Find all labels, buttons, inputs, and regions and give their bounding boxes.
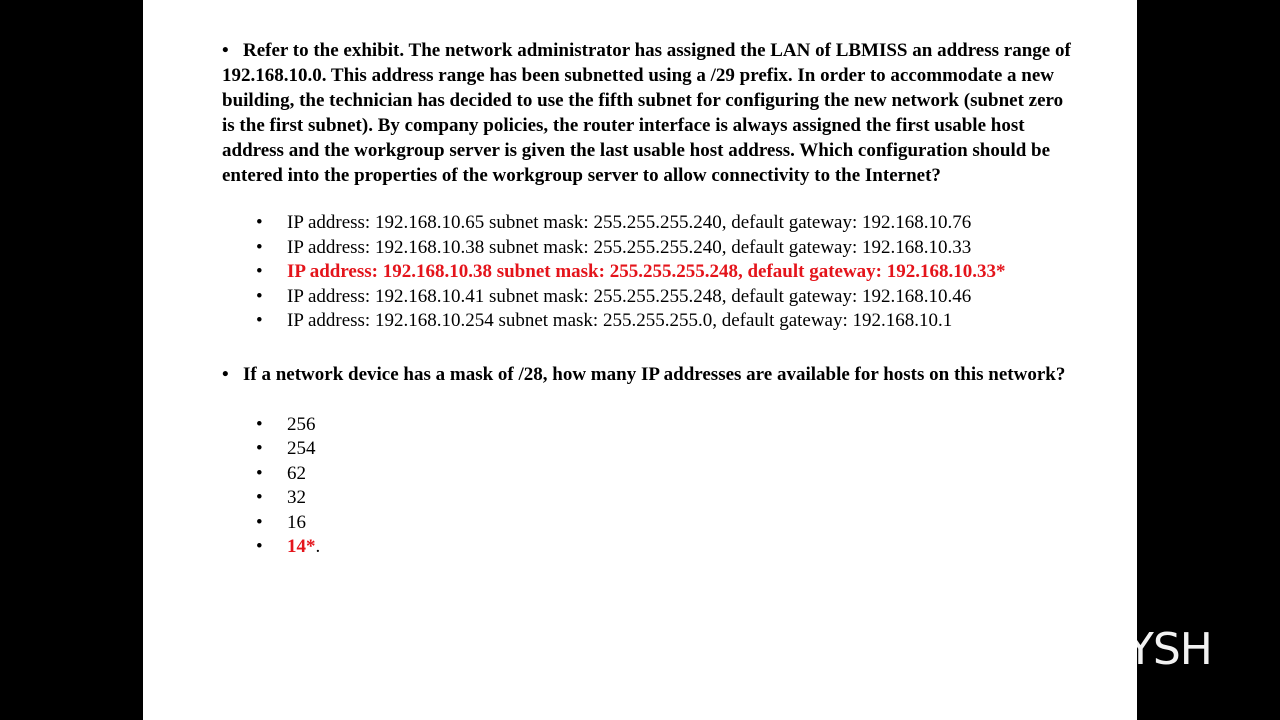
option-item xyxy=(256,236,1072,261)
option-item xyxy=(256,211,1072,236)
watermark-text: Mr.YSH xyxy=(1064,624,1212,675)
list-bullet: • xyxy=(256,236,263,258)
list-bullet: • xyxy=(256,536,263,557)
question-1 xyxy=(222,38,1072,188)
list-bullet: • xyxy=(256,511,263,533)
list-bullet: • xyxy=(256,212,263,233)
list-bullet: • xyxy=(256,310,263,331)
document-page xyxy=(143,0,1137,720)
option-text: IP address: 192.168.10.254 subnet mask: 255.255.255.0, default gateway: 192.168.10.1 xyxy=(287,310,953,331)
list-bullet: • xyxy=(256,261,263,282)
option-item xyxy=(256,413,1072,438)
correct-option-item xyxy=(256,535,1072,560)
question-bullet: • xyxy=(222,40,229,61)
option-item xyxy=(256,437,1072,462)
option-text: 16 xyxy=(287,511,306,533)
question-2 xyxy=(222,362,1072,387)
question-1-options xyxy=(256,211,1072,334)
correct-option-item xyxy=(256,260,1072,285)
option-text: 62 xyxy=(287,462,306,484)
question-2-options xyxy=(256,413,1072,560)
question-bullet: • xyxy=(222,363,229,385)
correct-option-text: IP address: 192.168.10.38 subnet mask: 255.255.255.248, default gateway: 192.168.10.33* xyxy=(287,261,1006,282)
list-bullet: • xyxy=(256,413,263,435)
list-bullet: • xyxy=(256,285,263,307)
option-item xyxy=(256,511,1072,536)
list-bullet: • xyxy=(256,462,263,484)
option-item xyxy=(256,462,1072,487)
option-text: 256 xyxy=(287,413,316,435)
option-trailing-period: . xyxy=(315,536,321,557)
document-content xyxy=(222,38,1072,560)
question-1-text: Refer to the exhibit. The network administrator has assigned the LAN of LBMISS an address range of 192.168.10.0. This address range has been subnetted using a /29 prefix. In order to accommodate a new building, the technician has decided to use the fifth subnet for configuring the new network (subnet zero is the first subnet). By company policies, the router interface is always assigned the first usable host address and the workgroup server is given the last usable host address. Which configuration should be entered into the properties of the workgroup server to allow connectivity to the Internet? xyxy=(222,40,1071,186)
option-text: 32 xyxy=(287,487,306,508)
option-item xyxy=(256,285,1072,310)
option-text: IP address: 192.168.10.38 subnet mask: 255.255.255.240, default gateway: 192.168.10.33 xyxy=(287,236,972,258)
option-item xyxy=(256,309,1072,334)
list-bullet: • xyxy=(256,438,263,459)
option-item xyxy=(256,486,1072,511)
option-text: IP address: 192.168.10.41 subnet mask: 255.255.255.248, default gateway: 192.168.10.46 xyxy=(287,285,972,307)
option-text: IP address: 192.168.10.65 subnet mask: 255.255.255.240, default gateway: 192.168.10.76 xyxy=(287,212,972,233)
question-2-text: If a network device has a mask of /28, how many IP addresses are available for hosts on this network? xyxy=(243,363,1066,385)
option-text: 254 xyxy=(287,438,316,459)
correct-option-text: 14* xyxy=(287,536,316,557)
list-bullet: • xyxy=(256,487,263,508)
